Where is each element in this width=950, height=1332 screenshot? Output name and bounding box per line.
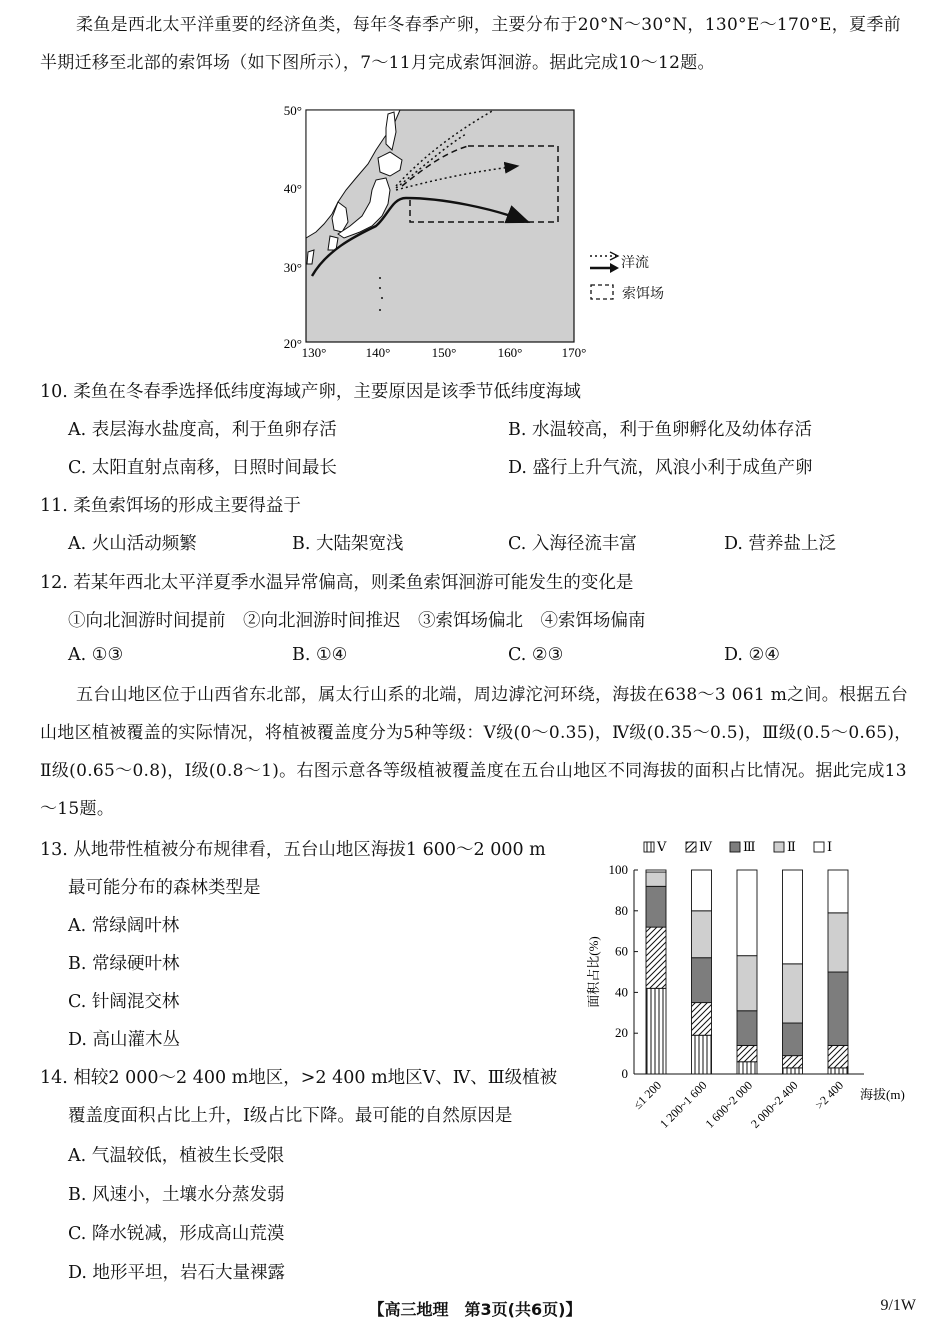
bar-segment-4-2	[692, 911, 712, 958]
q13-option-c: C. 针阔混交林	[68, 992, 180, 1012]
q11-option-b: B. 大陆架宽浅	[292, 534, 404, 554]
legend-label-4: Ⅱ	[787, 839, 796, 854]
bar-segment-5-1	[646, 870, 666, 872]
bar-segment-3-5	[828, 972, 848, 1045]
bar-segment-2-1	[646, 927, 666, 988]
q14-stem-line2: 覆盖度面积占比上升，Ⅰ级占比下降。最可能的自然原因是	[68, 1106, 513, 1126]
bar-segment-4-3	[737, 956, 757, 1011]
bar-segment-3-2	[692, 958, 712, 1003]
legend-swatch-1	[644, 842, 654, 852]
q10-option-a: A. 表层海水盐度高，利于鱼卵存活	[68, 420, 337, 440]
y-tick-label: 0	[621, 1066, 628, 1081]
q14-option-a: A. 气温较低，植被生长受限	[68, 1146, 285, 1166]
x-tick-label: 1 600~2 000	[702, 1078, 756, 1131]
legend-current-label: 洋流	[621, 255, 649, 271]
q10-option-d: D. 盛行上升气流，风浪小利于成鱼产卵	[508, 458, 813, 478]
x-tick-label: >2 400	[812, 1078, 847, 1113]
x-tick-label: 1 200~1 600	[656, 1078, 710, 1131]
bar-segment-1-4	[783, 1068, 803, 1074]
legend-swatch-2	[686, 842, 696, 852]
lon-label-140: 140°	[365, 345, 391, 360]
lat-label-20: 20°	[283, 336, 302, 351]
lon-label-170: 170°	[561, 345, 587, 360]
legend-feeding-label: 索饵场	[622, 286, 664, 302]
bar-segment-1-2	[692, 1035, 712, 1074]
legend-swatch-4	[774, 842, 784, 852]
pacific-map	[272, 98, 612, 360]
q11-option-c: C. 入海径流丰富	[508, 534, 637, 554]
bar-segment-1-1	[646, 988, 666, 1074]
legend-label-2: Ⅳ	[699, 839, 712, 854]
bar-segment-2-4	[783, 1056, 803, 1068]
bar-segment-5-4	[783, 870, 803, 964]
legend-box-icon	[591, 285, 613, 299]
bar-segment-5-3	[737, 870, 757, 956]
lat-label-30: 30°	[283, 260, 302, 275]
q12-stem: 12. 若某年西北太平洋夏季水温异常偏高，则柔鱼索饵洄游可能发生的变化是	[40, 573, 634, 593]
bar-segment-2-3	[737, 1045, 757, 1061]
q12-option-a: A. ①③	[68, 645, 124, 665]
y-tick-label: 80	[615, 902, 628, 918]
legend-label-3: Ⅲ	[743, 839, 756, 854]
q13-option-b: B. 常绿硬叶林	[68, 954, 180, 974]
bar-segment-3-1	[646, 886, 666, 927]
lon-label-160: 160°	[497, 345, 523, 360]
q14-stem-line1: 14. 相较2 000～2 400 m地区，>2 400 m地区Ⅴ、Ⅳ、Ⅲ级植被	[40, 1068, 558, 1088]
lon-label-130: 130°	[301, 345, 327, 360]
bar-segment-5-2	[692, 870, 712, 911]
bar-segment-4-5	[828, 913, 848, 972]
bar-segment-3-3	[737, 1011, 757, 1046]
q11-option-a: A. 火山活动频繁	[68, 534, 197, 554]
q10-option-c: C. 太阳直射点南移，日照时间最长	[68, 458, 337, 478]
q13-stem-line1: 13. 从地带性植被分布规律看，五台山地区海拔1 600～2 000 m	[40, 840, 546, 860]
y-tick-label: 100	[608, 862, 628, 877]
bar-segment-2-2	[692, 1003, 712, 1036]
q14-option-c: C. 降水锐减，形成高山荒漠	[68, 1224, 285, 1244]
legend-label-5: Ⅰ	[827, 839, 833, 854]
q13-option-d: D. 高山灌木丛	[68, 1030, 181, 1050]
intro-paragraph-1: 柔鱼是西北太平洋重要的经济鱼类，每年冬春季产卵，主要分布于20°N～30°N，130°E～170°E，夏季前半期迁移至北部的索饵场（如下图所示），7～11月完成索饵洄游。据此完成10～12题。	[40, 15, 901, 73]
legend-label-1: Ⅴ	[657, 839, 667, 854]
lat-label-40: 40°	[283, 181, 302, 196]
q12-option-c: C. ②③	[508, 645, 564, 665]
x-tick-label: ≤1 200	[630, 1078, 665, 1112]
legend-swatch-5	[814, 842, 824, 852]
y-axis-title: 面积占比(%)	[586, 936, 601, 1008]
page-code: 9/1W	[880, 1297, 916, 1314]
intro-paragraph-2: 五台山地区位于山西省东北部，属太行山系的北端，周边滹沱河环绕，海拔在638～3 061 m之间。根据五台山地区植被覆盖的实际情况，将植被覆盖度分为5种等级：Ⅴ级(0～0.35)，Ⅳ级(0.35～0.5)，Ⅲ级(0.5～0.65)，Ⅱ级(0.65～0.8)，Ⅰ级(0.8～1)。右图示意各等级植被覆盖度在五台山地区不同海拔的面积占比情况。据此完成13～15题。	[40, 685, 912, 819]
q10-option-b: B. 水温较高，利于鱼卵孵化及幼体存活	[508, 420, 812, 440]
bar-segment-4-4	[783, 964, 803, 1023]
chart-bars	[646, 870, 848, 1074]
q14-option-d: D. 地形平坦，岩石大量裸露	[68, 1263, 286, 1283]
q10-stem: 10. 柔鱼在冬春季选择低纬度海域产卵，主要原因是该季节低纬度海域	[40, 382, 581, 402]
q11-stem: 11. 柔鱼索饵场的形成主要得益于	[40, 496, 301, 516]
q11-option-d: D. 营养盐上泛	[724, 534, 837, 554]
x-axis-title: 海拔(m)	[860, 1087, 905, 1102]
x-tick-label: 2 000~2 400	[747, 1078, 801, 1131]
bar-segment-2-5	[828, 1045, 848, 1067]
lon-label-150: 150°	[431, 345, 457, 360]
bar-segment-3-4	[783, 1023, 803, 1056]
q12-option-d: D. ②④	[724, 645, 780, 665]
chart-legend	[644, 839, 832, 854]
bar-segment-1-3	[737, 1062, 757, 1074]
q14-option-b: B. 风速小，土壤水分蒸发弱	[68, 1185, 285, 1205]
bar-segment-4-1	[646, 872, 666, 886]
page-footer: 【高三地理 第3页(共6页)】	[368, 1300, 582, 1319]
lat-label-50: 50°	[283, 103, 302, 118]
vegetation-coverage-chart	[578, 832, 918, 1152]
y-tick-label: 40	[615, 984, 628, 1000]
q13-option-a: A. 常绿阔叶林	[68, 916, 180, 936]
bar-segment-1-5	[828, 1068, 848, 1074]
q12-items: ①向北洄游时间提前 ②向北洄游时间推迟 ③索饵场偏北 ④索饵场偏南	[68, 611, 646, 631]
legend-swatch-3	[730, 842, 740, 852]
y-tick-label: 60	[615, 943, 628, 959]
q12-option-b: B. ①④	[292, 645, 348, 665]
y-tick-label: 20	[615, 1025, 628, 1041]
q13-stem-line2: 最可能分布的森林类型是	[68, 878, 261, 898]
bar-segment-5-5	[828, 870, 848, 913]
